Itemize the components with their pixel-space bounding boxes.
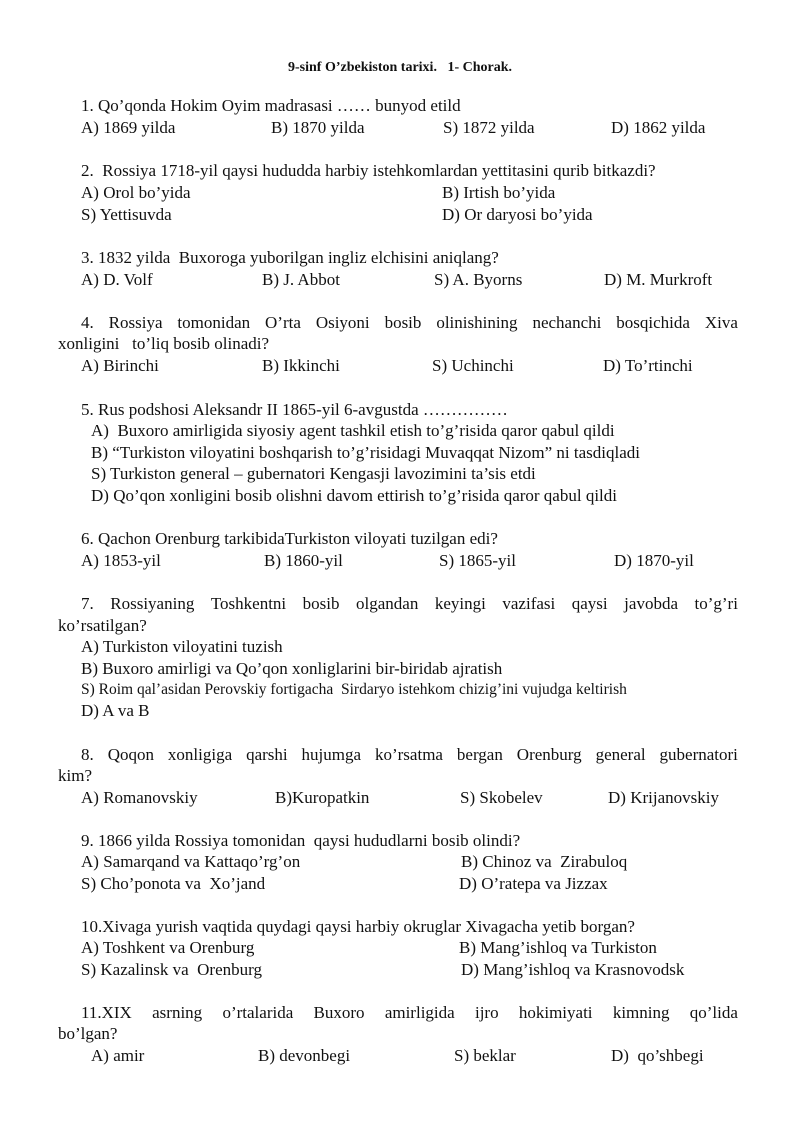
question-7-line-2: ko’rsatilgan? [58, 616, 147, 635]
q11-option-a: A) amir [91, 1046, 145, 1065]
q3-option-a: A) D. Volf [81, 270, 153, 289]
q1-option-b: B) 1870 yilda [271, 118, 365, 137]
q7-option-d: D) A va B [81, 701, 150, 720]
question-5: 5. Rus podshosi Aleksandr II 1865-yil 6-avgustda …………… [81, 400, 508, 419]
q11-option-b: B) devonbegi [258, 1046, 351, 1065]
q5-option-s: S) Turkiston general – gubernatori Kengasji lavozimini ta’sis etdi [91, 464, 536, 483]
q1-option-d: D) 1862 yilda [611, 118, 706, 137]
q10-option-a: A) Toshkent va Orenburg [81, 938, 255, 957]
q8-option-d: D) Krijanovskiy [608, 788, 719, 807]
q4-word: bosqichida [616, 313, 690, 332]
q6-option-a: A) 1853-yil [81, 551, 161, 570]
question-2: 2. Rossiya 1718-yil qaysi hududda harbiy istehkomlardan yettitasini qurib bitkazdi? [81, 161, 656, 180]
question-4-line-2: xonligini to’liq bosib olinadi? [58, 334, 270, 353]
q6-option-d: D) 1870-yil [614, 551, 694, 570]
q11-word: 11.XIX [81, 1003, 132, 1022]
q4-word: bosib [384, 313, 422, 332]
question-11-line-2: bo’lgan? [58, 1024, 118, 1043]
q7-word: javobda [624, 594, 678, 613]
q8-word: bergan [456, 745, 503, 764]
q7-word: Rossiyaning [110, 594, 195, 613]
q8-word: Qoqon [107, 745, 154, 764]
question-7-line-1 [81, 594, 738, 614]
q1-option-a: A) 1869 yilda [81, 118, 176, 137]
q8-word: xonligiga [167, 745, 233, 764]
question-4-line-1 [81, 313, 738, 333]
q4-option-d: D) To’rtinchi [603, 356, 693, 375]
q4-word: nechanchi [532, 313, 602, 332]
q11-word: asrning [152, 1003, 203, 1022]
q11-option-s: S) beklar [454, 1046, 516, 1065]
q7-word: vazifasi [502, 594, 556, 613]
q7-option-s: S) Roim qal’asidan Perovskiy fortigacha Sirdaryo istehkom chizig’ini vujudga keltirish [81, 681, 627, 698]
q11-option-d: D) qo’shbegi [611, 1046, 704, 1065]
q1-option-s: S) 1872 yilda [443, 118, 535, 137]
q5-option-b: B) “Turkiston viloyatini boshqarish to’g’risidagi Muvaqqat Nizom” ni tasdiqladi [91, 443, 640, 462]
question-8-line-2: kim? [58, 766, 92, 785]
q10-option-b: B) Mang’ishloq va Turkiston [459, 938, 657, 957]
q8-word: 8. [81, 745, 94, 764]
q4-word: Osiyoni [315, 313, 370, 332]
q6-option-b: B) 1860-yil [264, 551, 343, 570]
q10-option-s: S) Kazalinsk va Orenburg [81, 960, 262, 979]
q6-option-s: S) 1865-yil [439, 551, 516, 570]
q5-option-d: D) Qo’qon xonligini bosib olishni davom ettirish to’g’risida qaror qabul qildi [91, 486, 617, 505]
q8-option-a: A) Romanovskiy [81, 788, 198, 807]
question-8-line-1 [81, 745, 738, 765]
q4-option-s: S) Uchinchi [432, 356, 514, 375]
q3-option-d: D) M. Murkroft [604, 270, 713, 289]
q8-word: general [595, 745, 646, 764]
q11-word: Buxoro [313, 1003, 365, 1022]
q3-option-b: B) J. Abbot [262, 270, 340, 289]
q5-option-a: A) Buxoro amirligida siyosiy agent tashkil etish to’g’risida qaror qabul qildi [91, 421, 615, 440]
q8-option-s: S) Skobelev [460, 788, 543, 807]
q7-word: Toshkentni [210, 594, 287, 613]
q4-word: O’rta [265, 313, 301, 332]
q7-option-a: A) Turkiston viloyatini tuzish [81, 637, 283, 656]
q11-word: ijro [474, 1003, 499, 1022]
question-6: 6. Qachon Orenburg tarkibidaTurkiston viloyati tuzilgan edi? [81, 529, 498, 548]
q11-word: hokimiyati [518, 1003, 593, 1022]
q2-option-b: B) Irtish bo’yida [442, 183, 556, 202]
q7-option-b: B) Buxoro amirligi va Qo’qon xonliglarini bir-biridab ajratish [81, 659, 503, 678]
q2-option-s: S) Yettisuvda [81, 205, 172, 224]
q11-word: o’rtalarida [222, 1003, 294, 1022]
q7-word: keyingi [434, 594, 486, 613]
q11-word: amirligida [384, 1003, 455, 1022]
q4-word: Rossiya [108, 313, 163, 332]
q8-option-b: B)Kuropatkin [275, 788, 370, 807]
q8-word: hujumga [301, 745, 362, 764]
q7-word: olgandan [356, 594, 419, 613]
q9-option-a: A) Samarqand va Kattaqo’rg’on [81, 852, 301, 871]
q7-word: to’g’ri [694, 594, 738, 613]
q8-word: qarshi [246, 745, 288, 764]
q4-option-a: A) Birinchi [81, 356, 159, 375]
question-1: 1. Qo’qonda Hokim Oyim madrasasi …… bunyod etild [81, 96, 461, 115]
q11-word: kimning [612, 1003, 670, 1022]
q7-word: 7. [81, 594, 94, 613]
q11-word: qo’lida [689, 1003, 738, 1022]
q3-option-s: S) A. Byorns [434, 270, 523, 289]
question-10: 10.Xivaga yurish vaqtida quydagi qaysi harbiy okruglar Xivagacha yetib borgan? [81, 917, 635, 936]
q9-option-b: B) Chinoz va Zirabuloq [461, 852, 628, 871]
q9-option-d: D) O’ratepa va Jizzax [459, 874, 608, 893]
q8-word: gubernatori [659, 745, 738, 764]
q8-word: ko’rsatma [374, 745, 443, 764]
q2-option-d: D) Or daryosi bo’yida [442, 205, 593, 224]
q4-word: Xiva [704, 313, 738, 332]
q4-option-b: B) Ikkinchi [262, 356, 340, 375]
question-3: 3. 1832 yilda Buxoroga yuborilgan ingliz elchisini aniqlang? [81, 248, 499, 267]
page-title: 9-sinf O’zbekiston tarixi. 1- Chorak. [288, 60, 512, 75]
q8-word: Orenburg [516, 745, 582, 764]
q2-option-a: A) Orol bo’yida [81, 183, 191, 202]
q4-word: olinishining [436, 313, 518, 332]
q4-word: 4. [81, 313, 94, 332]
question-9: 9. 1866 yilda Rossiya tomonidan qaysi hududlarni bosib olindi? [81, 831, 521, 850]
q4-word: tomonidan [177, 313, 251, 332]
question-11-line-1 [81, 1003, 738, 1023]
q7-word: bosib [302, 594, 340, 613]
q7-word: qaysi [571, 594, 608, 613]
q9-option-s: S) Cho’ponota va Xo’jand [81, 874, 266, 893]
q10-option-d: D) Mang’ishloq va Krasnovodsk [461, 960, 685, 979]
